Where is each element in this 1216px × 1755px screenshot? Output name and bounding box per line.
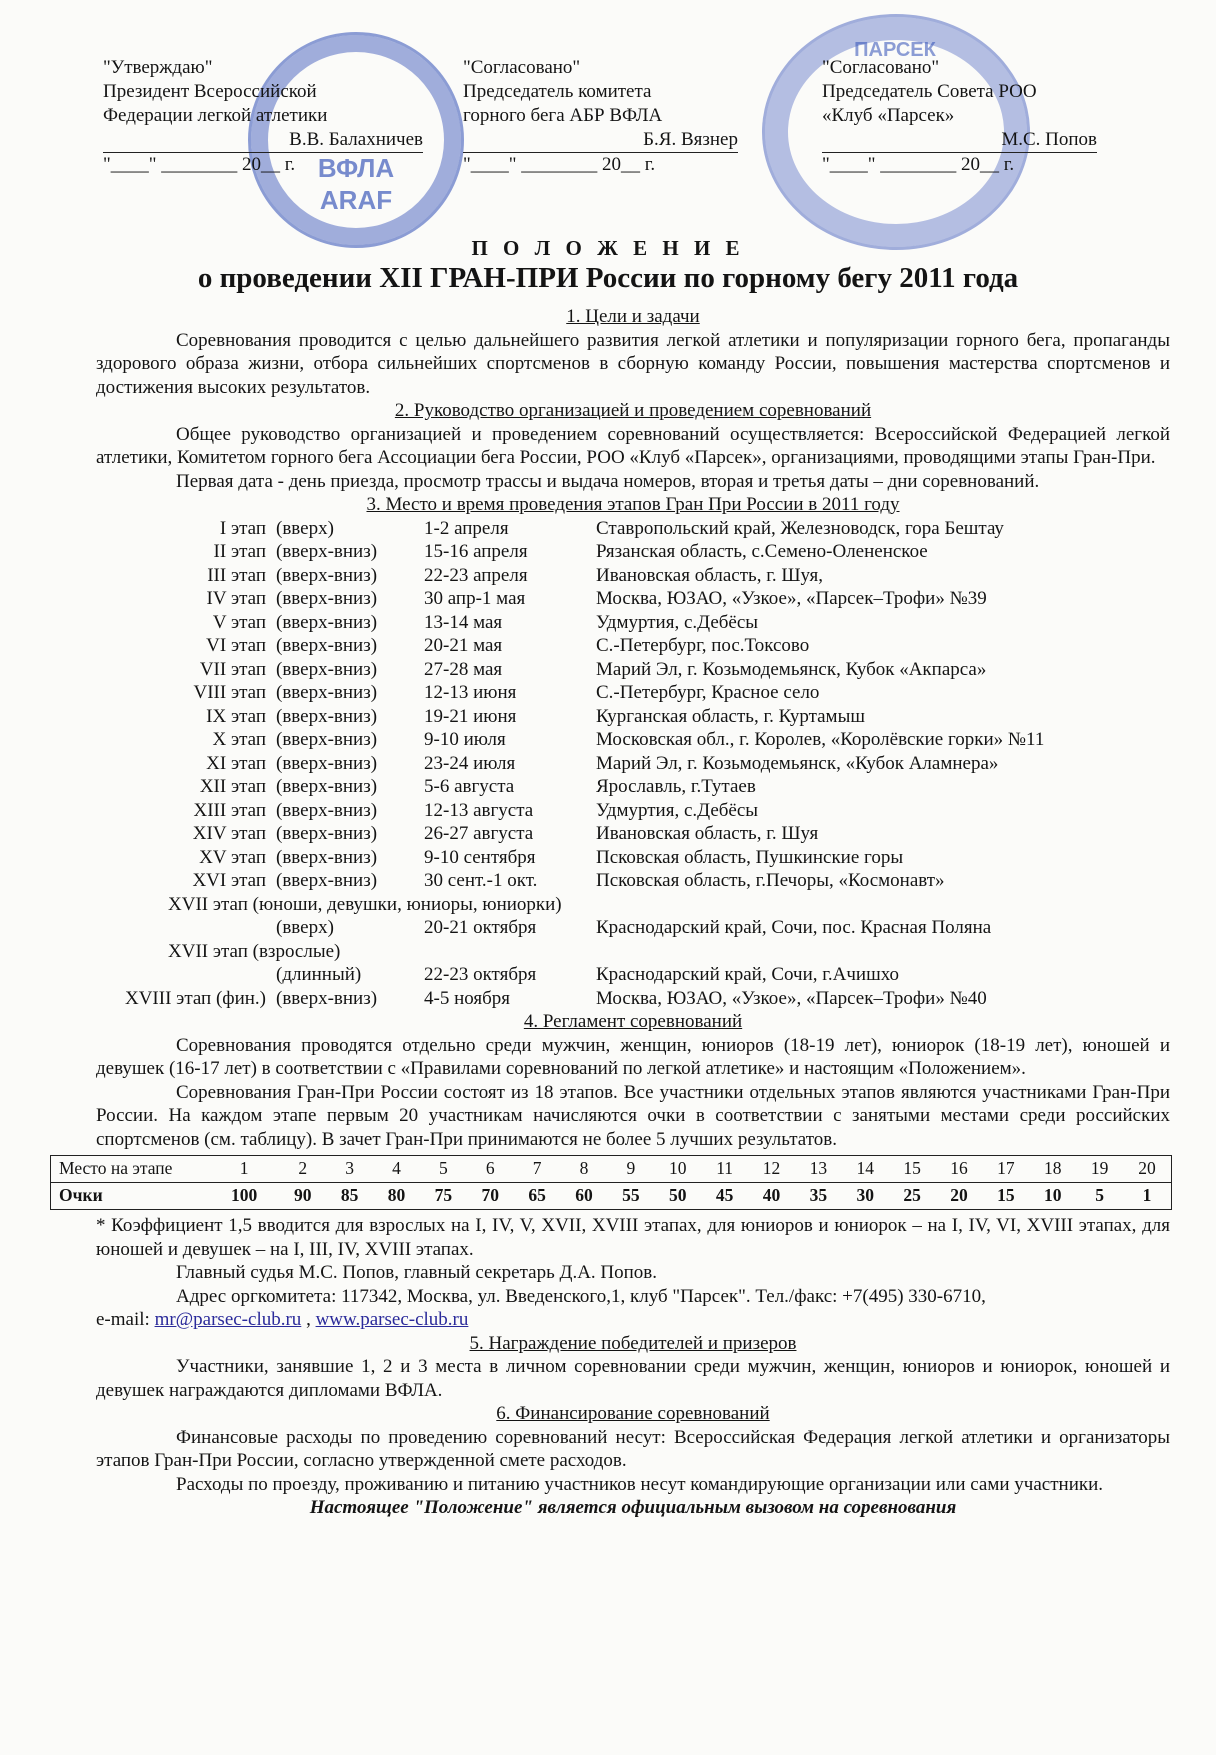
stage-number: XIV этап xyxy=(192,823,266,844)
place-cell: 19 xyxy=(1076,1156,1123,1183)
stage-direction: (вверх-вниз) xyxy=(276,682,378,703)
stage-place: С.-Петербург, Красное село xyxy=(596,682,820,703)
email-link[interactable]: mr@parsec-club.ru xyxy=(154,1309,302,1330)
place-cell: 6 xyxy=(467,1156,514,1183)
stage-direction: (вверх-вниз) xyxy=(276,564,378,586)
place-cell: 3 xyxy=(326,1156,373,1183)
stage-place: Ярославль, г.Тутаев xyxy=(596,776,756,797)
stage-place: Псковская область, г.Печоры, «Космонавт» xyxy=(596,870,945,891)
points-cell: 5 xyxy=(1076,1183,1123,1210)
points-cell: 60 xyxy=(561,1183,608,1210)
stage-direction: (вверх-вниз) xyxy=(276,799,378,821)
stage-direction: (вверх-вниз) xyxy=(276,987,378,1009)
stage-direction: (вверх-вниз) xyxy=(276,541,378,562)
place-cell: 2 xyxy=(279,1156,326,1183)
stage-place: Ставропольский край, Железноводск, гора Бештау xyxy=(596,517,1004,539)
stage-number: I этап xyxy=(219,517,266,539)
stage-row xyxy=(96,963,1044,987)
paragraph: Участники, занявшие 1, 2 и 3 места в личном соревновании среди мужчин, женщин, юниоров и юниорок, юношей и девушек награждаются дипломами ВФЛА. xyxy=(96,1356,1170,1401)
approval-council xyxy=(822,56,1097,177)
stage-direction: (вверх-вниз) xyxy=(276,870,378,891)
stage-row xyxy=(96,916,1044,940)
points-cell: 65 xyxy=(514,1183,561,1210)
stage-direction: (вверх) xyxy=(276,917,334,938)
place-cell: 4 xyxy=(373,1156,420,1183)
stage-date: 12-13 июня xyxy=(424,682,517,703)
section-heading: 1. Цели и задачи xyxy=(566,306,700,327)
place-cell: 11 xyxy=(701,1156,748,1183)
stage-date: 15-16 апреля xyxy=(424,541,528,562)
points-cell: 55 xyxy=(607,1183,654,1210)
stage-direction: (вверх-вниз) xyxy=(276,729,378,750)
stage-date: 9-10 июля xyxy=(424,729,506,750)
place-cell: 15 xyxy=(889,1156,936,1183)
stage-row xyxy=(96,940,1044,964)
place-cell: 9 xyxy=(607,1156,654,1183)
stage-date: 13-14 мая xyxy=(424,611,503,633)
paragraph: Первая дата - день приезда, просмотр трассы и выдача номеров, вторая и третья даты – дни соревнований. xyxy=(176,470,1040,492)
paragraph: Соревнования Гран-При России состоят из 18 этапов. Все участники отдельных этапов являются участниками Гран-При России. На каждом этапе первым 20 участникам начисляются очки в соответствии с занятыми местами среди российских спортсменов (см. таблицу). В зачет Гран-При принимаются не более 5 лучших результатов. xyxy=(96,1081,1170,1150)
stage-row xyxy=(96,869,1044,893)
approval-date: "____" ________ 20__ г. xyxy=(822,154,1015,175)
points-cell: 100 xyxy=(209,1183,279,1210)
stage-number: IX этап xyxy=(206,705,266,727)
stamp-parsec-text: ПАРСЕК xyxy=(854,39,936,61)
approval-position: Председатель комитета xyxy=(463,81,652,102)
approval-heading: "Утверждаю" xyxy=(103,57,213,78)
stage-direction: (вверх-вниз) xyxy=(276,846,378,868)
stage-date: 22-23 апреля xyxy=(424,564,528,586)
points-cell: 15 xyxy=(982,1183,1029,1210)
points-cell: 30 xyxy=(842,1183,889,1210)
stage-number: III этап xyxy=(207,564,266,586)
stage-number: XV этап xyxy=(199,846,266,868)
stage-number: XVIII этап (фин.) xyxy=(124,987,266,1009)
place-cell: 7 xyxy=(514,1156,561,1183)
points-cell: 85 xyxy=(326,1183,373,1210)
stage-date: 22-23 октября xyxy=(424,964,537,985)
stage-row xyxy=(96,775,1044,799)
section-heading: 5. Награждение победителей и призеров xyxy=(469,1332,797,1354)
stage-row xyxy=(96,517,1044,541)
points-cell: 25 xyxy=(889,1183,936,1210)
stage-direction: (длинный) xyxy=(276,964,362,985)
place-cell: 18 xyxy=(1029,1156,1076,1183)
email-prefix: e-mail: xyxy=(96,1309,155,1330)
stage-direction: (вверх-вниз) xyxy=(276,588,378,609)
document-body xyxy=(59,305,1170,1520)
stage-place: Ивановская область, г. Шуя, xyxy=(596,564,824,586)
stage-row xyxy=(96,611,1044,635)
stage-number: VI этап xyxy=(206,635,266,656)
stage-row xyxy=(96,822,1044,846)
approval-position: Президент Всероссийской xyxy=(103,81,317,102)
stage-place: Курганская область, г. Куртамыш xyxy=(596,705,865,727)
stage-direction: (вверх-вниз) xyxy=(276,635,378,656)
stage-row xyxy=(96,987,1044,1011)
approval-heading: "Согласовано" xyxy=(463,57,581,78)
points-cell: 40 xyxy=(748,1183,795,1210)
stage-row xyxy=(96,846,1044,870)
place-cell: 16 xyxy=(936,1156,983,1183)
stage-number: VIII этап xyxy=(193,682,266,703)
stage-date: 26-27 августа xyxy=(424,823,534,844)
points-cell: 50 xyxy=(654,1183,701,1210)
stage-place: Ивановская область, г. Шуя xyxy=(596,823,819,844)
signature-line xyxy=(822,128,1097,153)
approval-position: Председатель Совета РОО xyxy=(822,81,1037,102)
stage-place: Удмуртия, с.Дебёсы xyxy=(596,611,759,633)
stage-number: XIII этап xyxy=(193,799,266,821)
stage-row xyxy=(96,893,1044,917)
stage-date: 19-21 июня xyxy=(424,705,517,727)
stage-row xyxy=(96,587,1044,611)
stage-number: X этап xyxy=(212,729,266,750)
stage-row xyxy=(96,658,1044,682)
points-cell: 35 xyxy=(795,1183,842,1210)
approval-committee xyxy=(463,56,738,177)
signer-name: В.В. Балахничев xyxy=(289,129,423,150)
stage-date: 30 сент.-1 окт. xyxy=(424,870,538,891)
approval-organization: Федерации легкой атлетики xyxy=(103,105,328,126)
signature-line xyxy=(463,128,738,153)
points-cell: 10 xyxy=(1029,1183,1076,1210)
document-title: П О Л О Ж Е Н И Е xyxy=(471,236,745,260)
paragraph: Соревнования проводится с целью дальнейшего развития легкой атлетики и популяризации горного бега, пропаганды здорового образа жизни, отбора сильнейших спортсменов в сборную команду России, повышения мастерства спортсменов и достижения высоких результатов. xyxy=(96,329,1170,398)
approval-organization: «Клуб «Парсек» xyxy=(822,105,955,126)
stage-group-heading: XVII этап (взрослые) xyxy=(168,940,341,962)
paragraph: Расходы по проезду, проживанию и питанию участников несут командирующие организации или сами участники. xyxy=(176,1473,1104,1495)
stage-direction: (вверх) xyxy=(276,517,334,539)
points-table xyxy=(50,1155,1172,1210)
stage-date: 9-10 сентября xyxy=(424,846,536,868)
section-heading: 3. Место и время проведения этапов Гран При России в 2011 году xyxy=(366,494,900,515)
stage-date: 12-13 августа xyxy=(424,799,534,821)
stage-row xyxy=(96,564,1044,588)
stage-direction: (вверх-вниз) xyxy=(276,611,378,633)
stage-row xyxy=(96,634,1044,658)
signer-name: Б.Я. Вязнер xyxy=(643,129,738,150)
document-subtitle: о проведении XII ГРАН-ПРИ России по горному бегу 2011 года xyxy=(197,262,1019,294)
coefficient-note: * Коэффициент 1,5 вводится для взрослых на I, IV, V, XVII, XVIII этапах, для юниоров и юниорок – на I, IV, VI, XVIII этапах, для юношей и девушек – на I, III, IV, XVIII этапах. xyxy=(96,1215,1170,1260)
stage-row xyxy=(96,540,1044,564)
stage-place: Краснодарский край, Сочи, пос. Красная Поляна xyxy=(596,917,992,938)
stage-date: 23-24 июля xyxy=(424,752,516,774)
place-cell: 20 xyxy=(1123,1156,1171,1183)
paragraph: Общее руководство организацией и проведением соревнований осуществляется: Всероссийской Федерацией легкой атлетики, Комитетом горного бега Ассоциации бега России, РОО «Клуб «Парсек», организациями, проводящими этапы Гран-При. xyxy=(96,423,1170,468)
stage-row xyxy=(96,799,1044,823)
contacts-line xyxy=(96,1308,1170,1332)
stage-direction: (вверх-вниз) xyxy=(276,658,378,680)
points-row xyxy=(51,1183,1172,1210)
place-cell: 10 xyxy=(654,1156,701,1183)
stage-number: XI этап xyxy=(206,752,266,774)
stages-table xyxy=(96,517,1044,1011)
stage-date: 5-6 августа xyxy=(424,776,515,797)
points-cell: 80 xyxy=(373,1183,420,1210)
points-cell: 70 xyxy=(467,1183,514,1210)
stage-row xyxy=(96,705,1044,729)
section-heading: 2. Руководство организацией и проведением соревнований xyxy=(394,400,872,421)
stage-direction: (вверх-вниз) xyxy=(276,776,378,797)
website-link[interactable]: www.parsec-club.ru xyxy=(315,1309,469,1330)
paragraph: Соревнования проводятся отдельно среди мужчин, женщин, юниоров (18-19 лет), юниорок (18-19 лет), юношей и девушек (16-17 лет) в соответствии с «Правилами соревнований по легкой атлетике» и настоящим «Положением». xyxy=(96,1034,1170,1079)
stage-number: V этап xyxy=(212,611,266,633)
stage-place: Краснодарский край, Сочи, г.Ачишхо xyxy=(596,964,899,985)
place-cell: 14 xyxy=(842,1156,889,1183)
points-label: Очки xyxy=(51,1183,210,1210)
contacts-separator: , xyxy=(301,1309,316,1330)
address-line: Адрес оргкомитета: 117342, Москва, ул. Введенского,1, клуб "Парсек". Тел./факс: +7(495) 330-6710, xyxy=(176,1285,986,1307)
approval-president xyxy=(103,56,423,177)
official-call-footer: Настоящее "Положение" является официальным вызовом на соревнования xyxy=(309,1497,957,1518)
approval-heading: "Согласовано" xyxy=(822,57,940,78)
signature-line xyxy=(103,128,423,153)
place-cell: 13 xyxy=(795,1156,842,1183)
section-heading: 4. Регламент соревнований xyxy=(523,1011,743,1032)
stage-date: 20-21 октября xyxy=(424,917,537,938)
stage-date: 30 апр-1 мая xyxy=(424,588,526,609)
approval-organization: горного бега АБР ВФЛА xyxy=(463,105,663,126)
stage-date: 20-21 мая xyxy=(424,635,503,656)
stage-place: Москва, ЮЗАО, «Узкое», «Парсек–Трофи» №39 xyxy=(596,588,987,609)
stage-group-heading: XVII этап (юноши, девушки, юниоры, юниорки) xyxy=(168,893,562,915)
stage-place: Псковская область, Пушкинские горы xyxy=(596,846,904,868)
stage-row xyxy=(96,681,1044,705)
stage-number: VII этап xyxy=(199,658,266,680)
points-cell: 90 xyxy=(279,1183,326,1210)
points-cell: 45 xyxy=(701,1183,748,1210)
places-row xyxy=(51,1156,1172,1183)
place-cell: 1 xyxy=(209,1156,279,1183)
place-cell: 5 xyxy=(420,1156,467,1183)
stage-place: Московская обл., г. Королев, «Королёвские горки» №11 xyxy=(596,729,1045,750)
stage-place: С.-Петербург, пос.Токсово xyxy=(596,635,810,656)
stamp-araf-text: ARAF xyxy=(319,185,393,215)
stage-place: Москва, ЮЗАО, «Узкое», «Парсек–Трофи» №40 xyxy=(596,987,987,1009)
signer-name: М.С. Попов xyxy=(1001,129,1097,150)
stage-number: II этап xyxy=(213,541,266,562)
stamp-vfla-text: ВФЛА xyxy=(317,153,395,183)
place-cell: 8 xyxy=(561,1156,608,1183)
points-cell: 1 xyxy=(1123,1183,1171,1210)
stage-number: XII этап xyxy=(199,776,266,797)
stage-date: 4-5 ноября xyxy=(424,987,511,1009)
judges-line: Главный судья М.С. Попов, главный секретарь Д.А. Попов. xyxy=(176,1262,658,1283)
stage-date: 1-2 апреля xyxy=(424,517,509,539)
stage-number: IV этап xyxy=(206,588,266,609)
points-cell: 20 xyxy=(936,1183,983,1210)
stage-place: Марий Эл, г. Козьмодемьянск, Кубок «Акпарса» xyxy=(596,658,987,680)
points-cell: 75 xyxy=(420,1183,467,1210)
stage-direction: (вверх-вниз) xyxy=(276,752,378,774)
stage-number: XVI этап xyxy=(192,870,266,891)
paragraph: Финансовые расходы по проведению соревнований несут: Всероссийская Федерация легкой атлетики и организаторы этапов Гран-При России, согласно утвержденной смете расходов. xyxy=(96,1426,1170,1471)
places-label: Место на этапе xyxy=(51,1156,210,1183)
stage-place: Рязанская область, с.Семено-Олененское xyxy=(596,541,928,562)
approval-date: "____" ________ 20__ г. xyxy=(103,154,296,175)
place-cell: 17 xyxy=(982,1156,1029,1183)
place-cell: 12 xyxy=(748,1156,795,1183)
approval-date: "____" ________ 20__ г. xyxy=(463,154,656,175)
stage-direction: (вверх-вниз) xyxy=(276,823,378,844)
stage-row xyxy=(96,728,1044,752)
section-heading: 6. Финансирование соревнований xyxy=(496,1403,770,1424)
stage-row xyxy=(96,752,1044,776)
stage-place: Удмуртия, с.Дебёсы xyxy=(596,799,759,821)
stage-place: Марий Эл, г. Козьмодемьянск, «Кубок Аламнера» xyxy=(596,752,999,774)
stage-direction: (вверх-вниз) xyxy=(276,705,378,727)
stage-date: 27-28 мая xyxy=(424,658,503,680)
